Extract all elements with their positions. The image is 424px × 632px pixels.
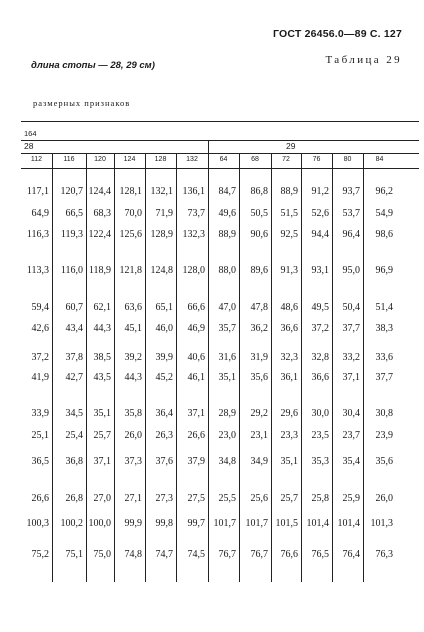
table-cell: 75,1 [65,549,83,560]
table-cell: 132,3 [182,229,205,240]
column-header: 120 [94,156,106,163]
column-header: 128 [154,156,167,163]
table-cell: 36,5 [31,456,49,467]
table-cell: 25,1 [31,430,49,441]
table-cell: 117,1 [26,186,49,197]
table-cell: 101,3 [370,518,393,529]
table-cell: 36,4 [155,408,173,419]
table-cell: 101,7 [245,518,268,529]
table-cell: 51,5 [280,208,298,219]
table-cell: 28,9 [218,408,236,419]
table-cell: 124,8 [150,265,173,276]
table-cell: 100,2 [60,518,83,529]
table-cell: 37,2 [31,352,49,363]
table-cell: 76,5 [311,549,329,560]
table-cell: 34,5 [65,408,83,419]
table-rule-group [21,153,419,154]
table-cell: 37,2 [311,323,329,334]
table-cell: 35,8 [124,408,142,419]
group-label-29: 29 [286,141,296,151]
table-cell: 25,8 [311,493,329,504]
body-size-label: 164 [24,129,37,138]
table-cell: 35,6 [250,372,268,383]
table-cell: 86,8 [250,186,268,197]
table-cell: 122,4 [88,229,111,240]
table-cell: 36,6 [280,323,298,334]
table-cell: 100,0 [88,518,111,529]
table-subtitle: длина стопы — 28, 29 см) [31,60,155,71]
table-cell: 49,5 [311,302,329,313]
table-cell: 71,9 [155,208,173,219]
table-cell: 63,6 [124,302,142,313]
table-cell: 37,7 [375,372,393,383]
table-cell: 70,0 [124,208,142,219]
table-cell: 98,6 [375,229,393,240]
table-cell: 46,9 [187,323,205,334]
table-cell: 124,4 [88,186,111,197]
table-cell: 113,3 [26,265,49,276]
table-cell: 94,4 [311,229,329,240]
table-cell: 37,8 [65,352,83,363]
table-cell: 35,1 [93,408,111,419]
table-cell: 76,3 [375,549,393,560]
table-cell: 51,4 [375,302,393,313]
column-header: 76 [312,156,321,163]
table-cell: 76,6 [280,549,298,560]
table-cell: 37,6 [155,456,173,467]
table-cell: 45,1 [124,323,142,334]
table-cell: 52,6 [311,208,329,219]
table-cell: 136,1 [182,186,205,197]
table-cell: 50,5 [250,208,268,219]
table-cell: 88,9 [280,186,298,197]
table-cell: 25,7 [93,430,111,441]
table-cell: 23,9 [375,430,393,441]
table-cell: 46,0 [155,323,173,334]
table-cell: 25,5 [218,493,236,504]
table-cell: 96,2 [375,186,393,197]
table-cell: 39,9 [155,352,173,363]
table-cell: 34,8 [218,456,236,467]
table-cell: 42,6 [31,323,49,334]
table-cell: 25,7 [280,493,298,504]
group-label-28: 28 [24,141,34,151]
table-cell: 88,0 [218,265,236,276]
table-cell: 88,9 [218,229,236,240]
table-cell: 43,5 [93,372,111,383]
table-cell: 76,4 [342,549,360,560]
table-cell: 128,1 [119,186,142,197]
table-cell: 75,2 [31,549,49,560]
table-cell: 32,3 [280,352,298,363]
table-cell: 30,8 [375,408,393,419]
table-cell: 50,4 [342,302,360,313]
table-cell: 25,6 [250,493,268,504]
table-cell: 121,8 [119,265,142,276]
table-cell: 35,1 [218,372,236,383]
table-cell: 75,0 [93,549,111,560]
table-cell: 74,7 [155,549,173,560]
table-cell: 23,3 [280,430,298,441]
table-cell: 37,9 [187,456,205,467]
table-top-rule [21,121,419,122]
table-cell: 62,1 [93,302,111,313]
table-cell: 44,3 [93,323,111,334]
column-header: 80 [343,156,352,163]
table-cell: 40,6 [187,352,205,363]
table-rule-level [21,140,419,141]
table-cell: 35,7 [218,323,236,334]
table-cell: 36,8 [65,456,83,467]
table-cell: 73,7 [187,208,205,219]
column-header: 112 [30,156,43,163]
table-cell: 31,6 [218,352,236,363]
table-cell: 119,3 [60,229,83,240]
table-cell: 23,5 [311,430,329,441]
table-cell: 47,0 [218,302,236,313]
table-cell: 54,9 [375,208,393,219]
table-cell: 59,4 [31,302,49,313]
table-cell: 65,1 [155,302,173,313]
table-cell: 37,1 [93,456,111,467]
table-cell: 64,9 [31,208,49,219]
table-cell: 60,7 [65,302,83,313]
table-cell: 46,1 [187,372,205,383]
table-cell: 99,7 [187,518,205,529]
column-header: 116 [63,156,75,163]
table-cell: 91,2 [311,186,329,197]
table-cell: 76,7 [218,549,236,560]
table-cell: 43,4 [65,323,83,334]
table-cell: 42,7 [65,372,83,383]
table-cell: 26,6 [187,430,205,441]
table-cell: 91,3 [280,265,298,276]
table-cell: 99,9 [124,518,142,529]
table-cell: 35,3 [311,456,329,467]
column-header: 68 [251,156,259,163]
table-cell: 84,7 [218,186,236,197]
table-cell: 37,7 [342,323,360,334]
table-cell: 74,8 [124,549,142,560]
table-cell: 32,8 [311,352,329,363]
table-cell: 36,6 [311,372,329,383]
table-cell: 66,5 [65,208,83,219]
table-cell: 118,9 [88,265,111,276]
table-cell: 93,7 [342,186,360,197]
table-cell: 74,5 [187,549,205,560]
table-cell: 23,0 [218,430,236,441]
table-cell: 29,2 [250,408,268,419]
table-cell: 25,4 [65,430,83,441]
table-cell: 27,3 [155,493,173,504]
table-cell: 26,0 [375,493,393,504]
table-cell: 26,0 [124,430,142,441]
table-cell: 47,8 [250,302,268,313]
table-cell: 100,3 [26,518,49,529]
column-header: 132 [186,156,198,163]
page-header: ГОСТ 26456.0—89 С. 127 [272,28,402,40]
table-cell: 26,8 [65,493,83,504]
table-cell: 35,1 [280,456,298,467]
table-cell: 26,6 [31,493,49,504]
table-cell: 96,4 [342,229,360,240]
table-cell: 33,9 [31,408,49,419]
table-cell: 34,9 [250,456,268,467]
table-cell: 25,9 [342,493,360,504]
table-cell: 76,7 [250,549,268,560]
table-cell: 26,3 [155,430,173,441]
table-cell: 101,4 [337,518,360,529]
table-cell: 101,5 [275,518,298,529]
table-cell: 66,6 [187,302,205,313]
table-cell: 95,0 [342,265,360,276]
column-caption: размерных признаков [33,98,131,108]
table-cell: 44,3 [124,372,142,383]
table-cell: 132,1 [150,186,173,197]
table-cell: 90,6 [250,229,268,240]
table-cell: 45,2 [155,372,173,383]
table-cell: 49,6 [218,208,236,219]
table-cell: 93,1 [311,265,329,276]
table-cell: 99,8 [155,518,173,529]
table-cell: 116,3 [26,229,49,240]
table-cell: 23,1 [250,430,268,441]
table-cell: 53,7 [342,208,360,219]
table-cell: 39,2 [124,352,142,363]
table-cell: 27,5 [187,493,205,504]
table-cell: 30,0 [311,408,329,419]
table-cell: 37,1 [342,372,360,383]
table-cell: 30,4 [342,408,360,419]
table-cell: 41,9 [31,372,49,383]
table-cell: 120,7 [60,186,83,197]
table-cell: 36,2 [250,323,268,334]
table-cell: 128,0 [182,265,205,276]
table-cell: 33,6 [375,352,393,363]
table-cell: 89,6 [250,265,268,276]
table-cell: 92,5 [280,229,298,240]
table-cell: 35,4 [342,456,360,467]
column-header: 124 [123,156,136,163]
column-header: 72 [282,156,290,163]
table-cell: 35,6 [375,456,393,467]
column-header: 64 [219,156,228,163]
table-header-bottom-rule [21,168,419,169]
table-cell: 33,2 [342,352,360,363]
table-cell: 125,6 [119,229,142,240]
table-cell: 101,7 [213,518,236,529]
table-cell: 101,4 [306,518,329,529]
table-cell: 37,1 [187,408,205,419]
table-cell: 37,3 [124,456,142,467]
table-cell: 48,6 [280,302,298,313]
table-cell: 38,3 [375,323,393,334]
table-cell: 29,6 [280,408,298,419]
table-cell: 31,9 [250,352,268,363]
table-cell: 68,3 [93,208,111,219]
table-number: Таблица 29 [325,54,402,66]
table-cell: 23,7 [342,430,360,441]
table-cell: 27,0 [93,493,111,504]
table-cell: 38,5 [93,352,111,363]
column-header: 84 [375,156,384,163]
table-cell: 116,0 [60,265,83,276]
table-cell: 96,9 [375,265,393,276]
table-cell: 27,1 [124,493,142,504]
table-cell: 36,1 [280,372,298,383]
table-cell: 128,9 [150,229,173,240]
